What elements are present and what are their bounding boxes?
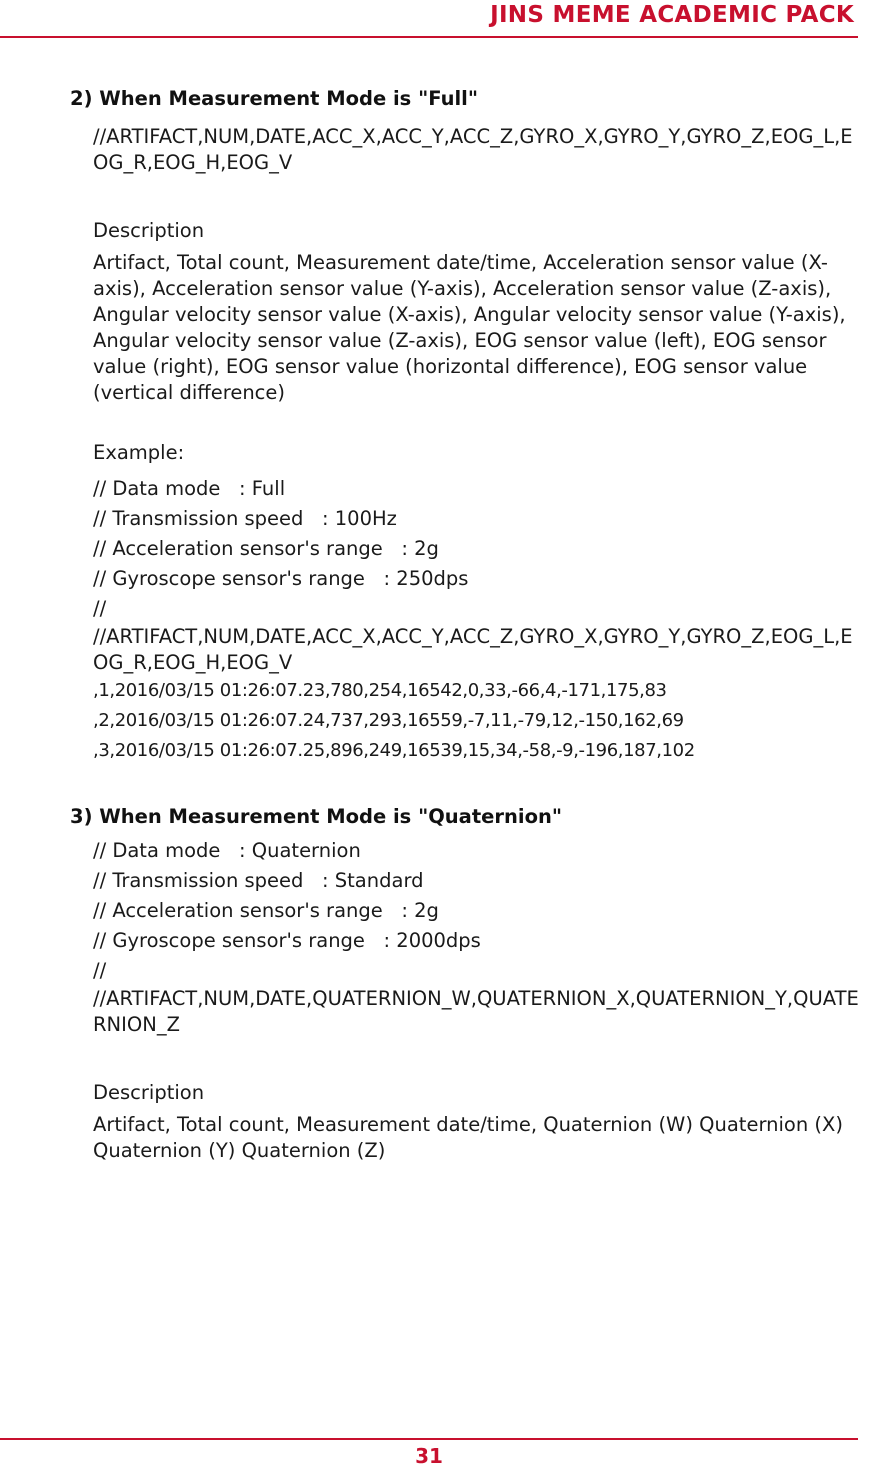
data-row: ,1,2016/03/15 01:26:07.23,780,254,16542,0,33,-66,4,-171,175,83: [93, 680, 667, 701]
example-line: //: [93, 597, 107, 620]
page-content: [70, 84, 860, 1164]
section-2-title: 2) When Measurement Mode is "Full": [70, 87, 478, 110]
data-row: ,3,2016/03/15 01:26:07.25,896,249,16539,15,34,-58,-9,-196,187,102: [93, 740, 695, 761]
quaternion-line: //: [93, 959, 107, 982]
quaternion-line: // Transmission speed : Standard: [93, 869, 424, 892]
example-header: //ARTIFACT,NUM,DATE,ACC_X,ACC_Y,ACC_Z,GYRO_X,GYRO_Y,GYRO_Z,EOG_L,EOG_R,EOG_H,EOG_V: [93, 625, 853, 674]
example-line: // Gyroscope sensor's range : 250dps: [93, 567, 469, 590]
example-line: // Transmission speed : 100Hz: [93, 507, 397, 530]
header-title: JINS MEME ACADEMIC PACK: [490, 2, 854, 28]
page-number: 31: [415, 1444, 443, 1468]
section-3-title: 3) When Measurement Mode is "Quaternion": [70, 805, 563, 828]
quaternion-line: // Gyroscope sensor's range : 2000dps: [93, 929, 481, 952]
page-header: [0, 0, 858, 38]
example-line: // Data mode : Full: [93, 477, 286, 500]
section-2-description-label: Description: [93, 219, 205, 242]
section-3-format: //ARTIFACT,NUM,DATE,QUATERNION_W,QUATERNION_X,QUATERNION_Y,QUATERNION_Z: [93, 987, 859, 1036]
section-2-body: [70, 114, 860, 766]
section-2-example-label: Example:: [93, 441, 185, 464]
section-3-description: Artifact, Total count, Measurement date/time, Quaternion (W) Quaternion (X) Quaternion (Y) Quaternion (Z): [93, 1113, 843, 1162]
section-3-body: [70, 832, 860, 1164]
page-footer-rule: [0, 1438, 858, 1440]
section-3-description-label: Description: [93, 1081, 205, 1104]
section-2-description: Artifact, Total count, Measurement date/time, Acceleration sensor value (X-axis), Acceleration sensor value (Y-axis), Acceleration sensor value (Z-axis), Angular velocity sensor value (X-axis), Angular velocity sensor value (Y-axis), Angular velocity sensor value (Z-axis), EOG sensor value (left), EOG sensor value (right), EOG sensor value (horizontal difference), EOG sensor value (vertical difference): [93, 251, 846, 404]
quaternion-line: // Acceleration sensor's range : 2g: [93, 899, 439, 922]
section-2-format: //ARTIFACT,NUM,DATE,ACC_X,ACC_Y,ACC_Z,GYRO_X,GYRO_Y,GYRO_Z,EOG_L,EOG_R,EOG_H,EOG_V: [93, 125, 853, 174]
data-row: ,2,2016/03/15 01:26:07.24,737,293,16559,-7,11,-79,12,-150,162,69: [93, 710, 684, 731]
example-line: // Acceleration sensor's range : 2g: [93, 537, 439, 560]
quaternion-line: // Data mode : Quaternion: [93, 839, 361, 862]
